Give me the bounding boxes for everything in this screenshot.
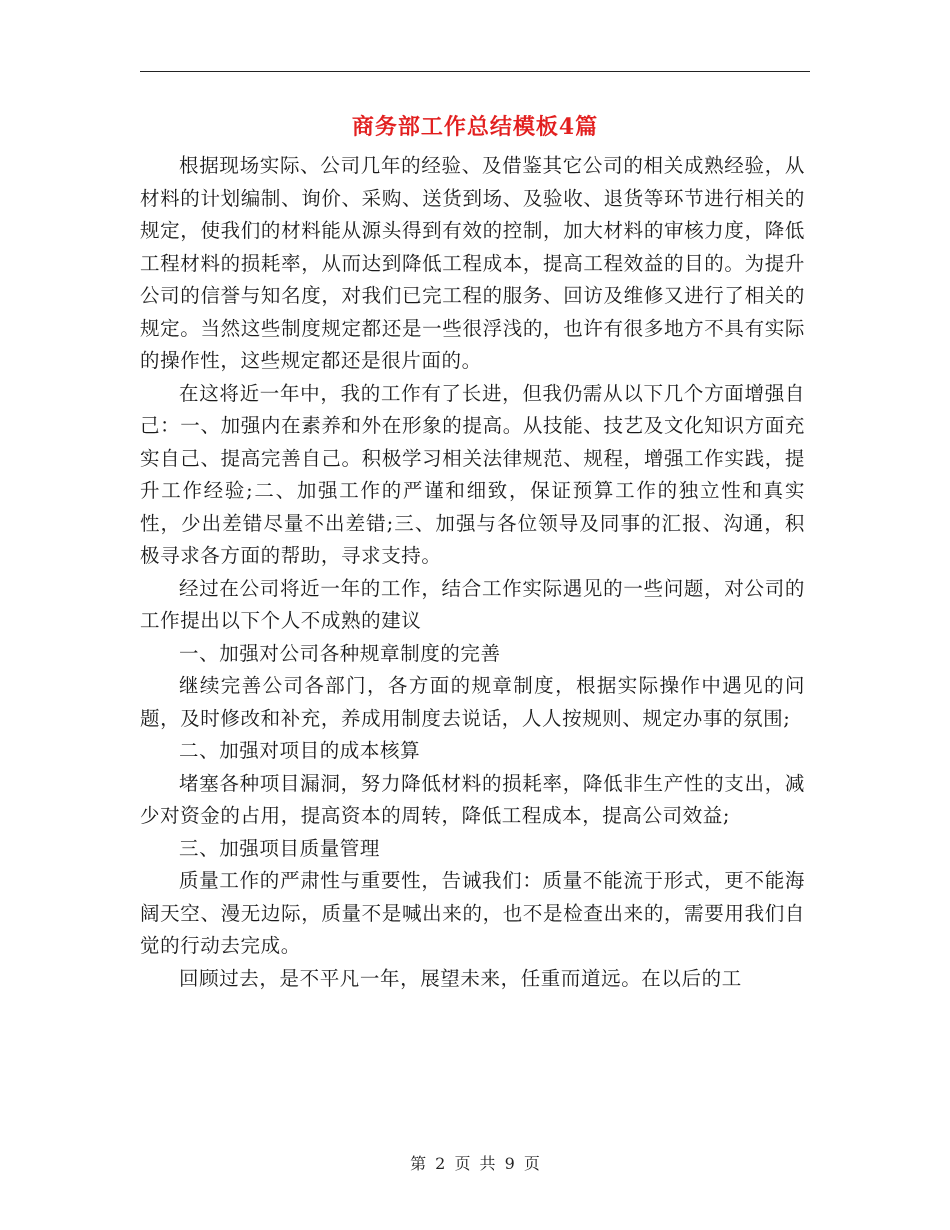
paragraph: 在这将近一年中，我的工作有了长进，但我仍需从以下几个方面增强自己：一、加强内在素养和外在形象的提高。从技能、技艺及文化知识方面充实自己、提高完善自己。积极学习相关法律规范、规程，增强工作实践，提升工作经验;二、加强工作的严谨和细致，保证预算工作的独立性和真实性，少出差错尽量不出差错;三、加强与各位领导及同事的汇报、沟通，积极寻求各方面的帮助，寻求支持。 [140,381,805,567]
paragraph: 经过在公司将近一年的工作，结合工作实际遇见的一些问题，对公司的工作提出以下个人不成熟的建议 [140,576,805,632]
section-heading: 二、加强对项目的成本核算 [179,739,421,762]
section-heading: 一、加强对公司各种规章制度的完善 [179,641,501,665]
section-heading: 三、加强项目质量管理 [179,836,381,860]
paragraph: 继续完善公司各部门，各方面的规章制度，根据实际操作中遇见的问题，及时修改和补充，养成用制度去说话，人人按规则、规定办事的氛围; [140,674,805,730]
paragraph: 质量工作的严肃性与重要性，告诫我们：质量不能流于形式，更不能海阔天空、漫无边际，质量不是喊出来的，也不是检查出来的，需要用我们自觉的行动去完成。 [140,869,805,957]
paragraph: 堵塞各种项目漏洞，努力降低材料的损耗率，降低非生产性的支出，减少对资金的占用，提高资本的周转，降低工程成本，提高公司效益; [140,771,805,827]
document-title: 商务部工作总结模板4篇 [351,114,599,140]
paragraph: 回顾过去，是不平凡一年，展望未来，任重而道远。在以后的工 [179,966,742,990]
document-body [140,150,805,995]
paragraph: 根据现场实际、公司几年的经验、及借鉴其它公司的相关成熟经验，从材料的计划编制、询价、采购、送货到场、及验收、退货等环节进行相关的规定，使我们的材料能从源头得到有效的控制，加大材料的审核力度，降低工程材料的损耗率，从而达到降低工程成本，提高工程效益的目的。为提升公司的信誉与知名度，对我们已完工程的服务、回访及维修又进行了相关的规定。当然这些制度规定都还是一些很浮浅的，也许有很多地方不具有实际的操作性，这些规定都还是很片面的。 [140,154,805,372]
header-rule [140,71,810,72]
page-number-footer: 第 2 页 共 9 页 [410,1154,540,1173]
